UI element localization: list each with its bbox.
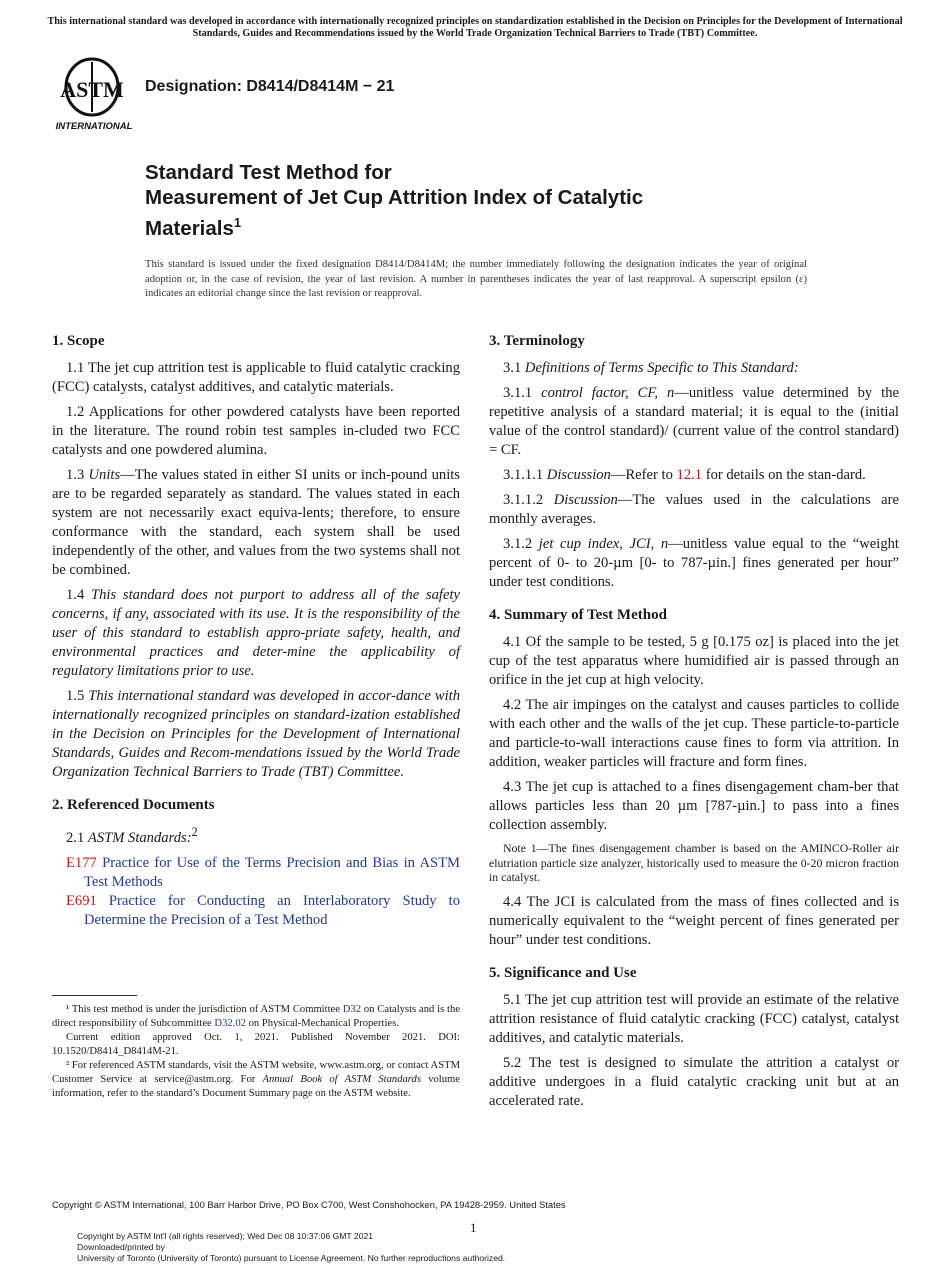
copyright-line: Copyright © ASTM International, 100 Barr Harbor Drive, PO Box C700, West Conshohocken, PA 19428-2959. United States bbox=[52, 1199, 566, 1210]
section-scope-heading: 1. Scope bbox=[52, 333, 105, 349]
para-1-5: 1.5 This international standard was developed in accor-dance with internationally recognized principles on standard-ization established in the Decision on Principles for the Development of International Standards, Guides and Recom-mendations issued by the World Trade Organization Technical Barriers to Trade (TBT) Committee. bbox=[52, 688, 461, 780]
left-column bbox=[52, 332, 460, 930]
logo-letters: ASTM bbox=[60, 77, 124, 102]
title-line-2: Measurement of Jet Cup Attrition Index of Catalytic bbox=[145, 186, 644, 209]
astm-logo bbox=[52, 54, 136, 134]
para-4-4: 4.4 The JCI is calculated from the mass of fines collected and is numerically equivalent to the “weight percent of fines generated per hour” under test conditions. bbox=[489, 893, 899, 948]
section-summary-heading: 4. Summary of Test Method bbox=[489, 607, 667, 623]
para-3-1-2: 3.1.2 jet cup index, JCI, n—unitless value equal to the “weight percent of 0- to 20-µm [0- to 787-µin.] fines generated per hour” under test conditions. bbox=[489, 536, 899, 590]
right-column bbox=[489, 332, 899, 1117]
link-d32-02[interactable]: D32.02 bbox=[214, 1018, 246, 1029]
para-5-2: 5.2 The test is designed to simulate the attrition a catalyst or additive undergoes in a fluid catalytic cracking unit but at an accelerated rate. bbox=[489, 1054, 899, 1109]
para-1-4: 1.4 This standard does not purport to address all of the safety concerns, if any, associated with its use. It is the responsibility of the user of this standard to establish appro-priate safety, health, and environmental practices and deter-mine the applicability of regulatory limitations prior to use. bbox=[52, 587, 460, 679]
section-significance-heading: 5. Significance and Use bbox=[489, 964, 637, 981]
footnote-1-edition: Current edition approved Oct. 1, 2021. Published November 2021. DOI: 10.1520/D8414_D8414M-21. bbox=[52, 1032, 460, 1057]
logo-name: INTERNATIONAL bbox=[55, 121, 133, 132]
note-1: Note 1—The fines disengagement chamber is based on the AMINCO-Roller air elutriation particle size analyzer, historically used to measure the 0-20 micron fraction in catalyst. bbox=[489, 841, 899, 884]
page-number: 1 bbox=[470, 1220, 477, 1235]
link-d32[interactable]: D32 bbox=[342, 1004, 362, 1015]
title-footnote-ref[interactable]: 1 bbox=[233, 215, 242, 230]
para-4-2: 4.2 The air impinges on the catalyst and causes particles to collide with each other and the walls of the jet cup. These particle-to-particle and particle-to-wall interactions cause fines to form via attrition. In addition, weaker particles will fracture and form fines. bbox=[489, 697, 899, 770]
para-2-1: 2.1 ASTM Standards:$^2$ bbox=[66, 825, 198, 846]
standards-notice: This international standard was developed in accordance with internationally recognized principles on standardization established in the Decision on Principles for the Development of International Standards, Guides and Recommendations issued by the World Trade Organization Technical Barriers to Trade (TBT) Committee. bbox=[47, 16, 903, 39]
ref-e691[interactable]: E691 Practice for Conducting an Interlaboratory Study to Determine the Precision of a Test Method bbox=[66, 892, 460, 928]
section-terminology-heading: 3. Terminology bbox=[489, 333, 585, 349]
para-1-1: 1.1 The jet cup attrition test is applicable to fluid catalytic cracking (FCC) catalysts, catalyst additives, and catalytic materials. bbox=[52, 360, 460, 395]
footnote-2: ² For referenced ASTM standards, visit the ASTM website, www.astm.org, or contact ASTM Customer Service at service@astm.org. For Annual Book of ASTM Standards volume information, refer to the standard’s Document Summary page on the ASTM website. bbox=[52, 1060, 460, 1099]
para-5-1: 5.1 The jet cup attrition test will provide an estimate of the relative attrition resistance of fluid catalytic cracking (FCC) catalyst, catalyst additives, and catalytic materials. bbox=[489, 991, 899, 1046]
footnote-1: ¹ This test method is under the jurisdiction of ASTM Committee D32 on Catalysts and is the direct responsibility of Subcommittee D32.02 on Physical-Mechanical Properties. bbox=[52, 1004, 460, 1029]
para-4-3: 4.3 The jet cup is attached to a fines disengagement cham-ber that allows particles less than 20 µm [787-µin.] to pass into a fines collection assembly. bbox=[489, 779, 899, 833]
download-stamp: Copyright by ASTM Int'l (all rights reserved); Wed Dec 08 10:37:06 GMT 2021 Downloaded/printed by University of Toronto (University of Toronto) pursuant to License Agreement. No further reproductions authorized. bbox=[77, 1231, 506, 1263]
title-line-1: Standard Test Method for bbox=[145, 161, 392, 184]
para-3-1-1-2: 3.1.1.2 Discussion—The values used in the calculations are monthly averages. bbox=[489, 492, 899, 527]
link-12-1[interactable]: 12.1 bbox=[676, 467, 703, 483]
footnote-divider bbox=[52, 995, 137, 996]
para-3-1: 3.1 Definitions of Terms Specific to This Standard: bbox=[503, 360, 799, 376]
designation: Designation: D8414/D8414M − 21 bbox=[145, 78, 395, 95]
para-1-2: 1.2 Applications for other powdered catalysts have been reported in the literature. The round robin test samples in-cluded two FCC catalysts and one powdered alumina. bbox=[52, 404, 460, 458]
ref-e177[interactable]: E177 Practice for Use of the Terms Precision and Bias in ASTM Test Methods bbox=[66, 854, 460, 890]
issuance-note: This standard is issued under the fixed designation D8414/D8414M; the number immediately following the designation indicates the year of original adoption or, in the case of revision, the year of last revision. A number in parentheses indicates the year of last reapproval. A superscript epsilon (ε) indicates an editorial change since the last revision or reapproval. bbox=[145, 259, 807, 299]
para-3-1-1: 3.1.1 control factor, CF, n—unitless value determined by the repetitive analysis of a standard material; it is equal to the (initial value of the control standard)/ (current value of the control standard) = CF. bbox=[489, 385, 899, 458]
section-refdocs-heading: 2. Referenced Documents bbox=[52, 797, 215, 813]
document-title bbox=[145, 160, 765, 241]
para-4-1: 4.1 Of the sample to be tested, 5 g [0.175 oz] is placed into the jet cup of the test apparatus where humidified air is passed through an orifice in the jet cup at high velocity. bbox=[489, 634, 899, 688]
para-3-1-1-1: 3.1.1.1 Discussion—Refer to 12.1 for details on the stan-dard. bbox=[503, 467, 866, 483]
para-1-3: 1.3 Units—The values stated in either SI units or inch-pound units are to be regarded separately as standard. The values stated in each system are not necessarily exact equiva-lents; therefore, to ensure conformance with the standard, each system shall be used independently of the other, and values from the two systems shall not be combined. bbox=[52, 467, 460, 578]
title-line-3: Materials bbox=[145, 216, 234, 240]
footnotes bbox=[52, 1003, 460, 1101]
